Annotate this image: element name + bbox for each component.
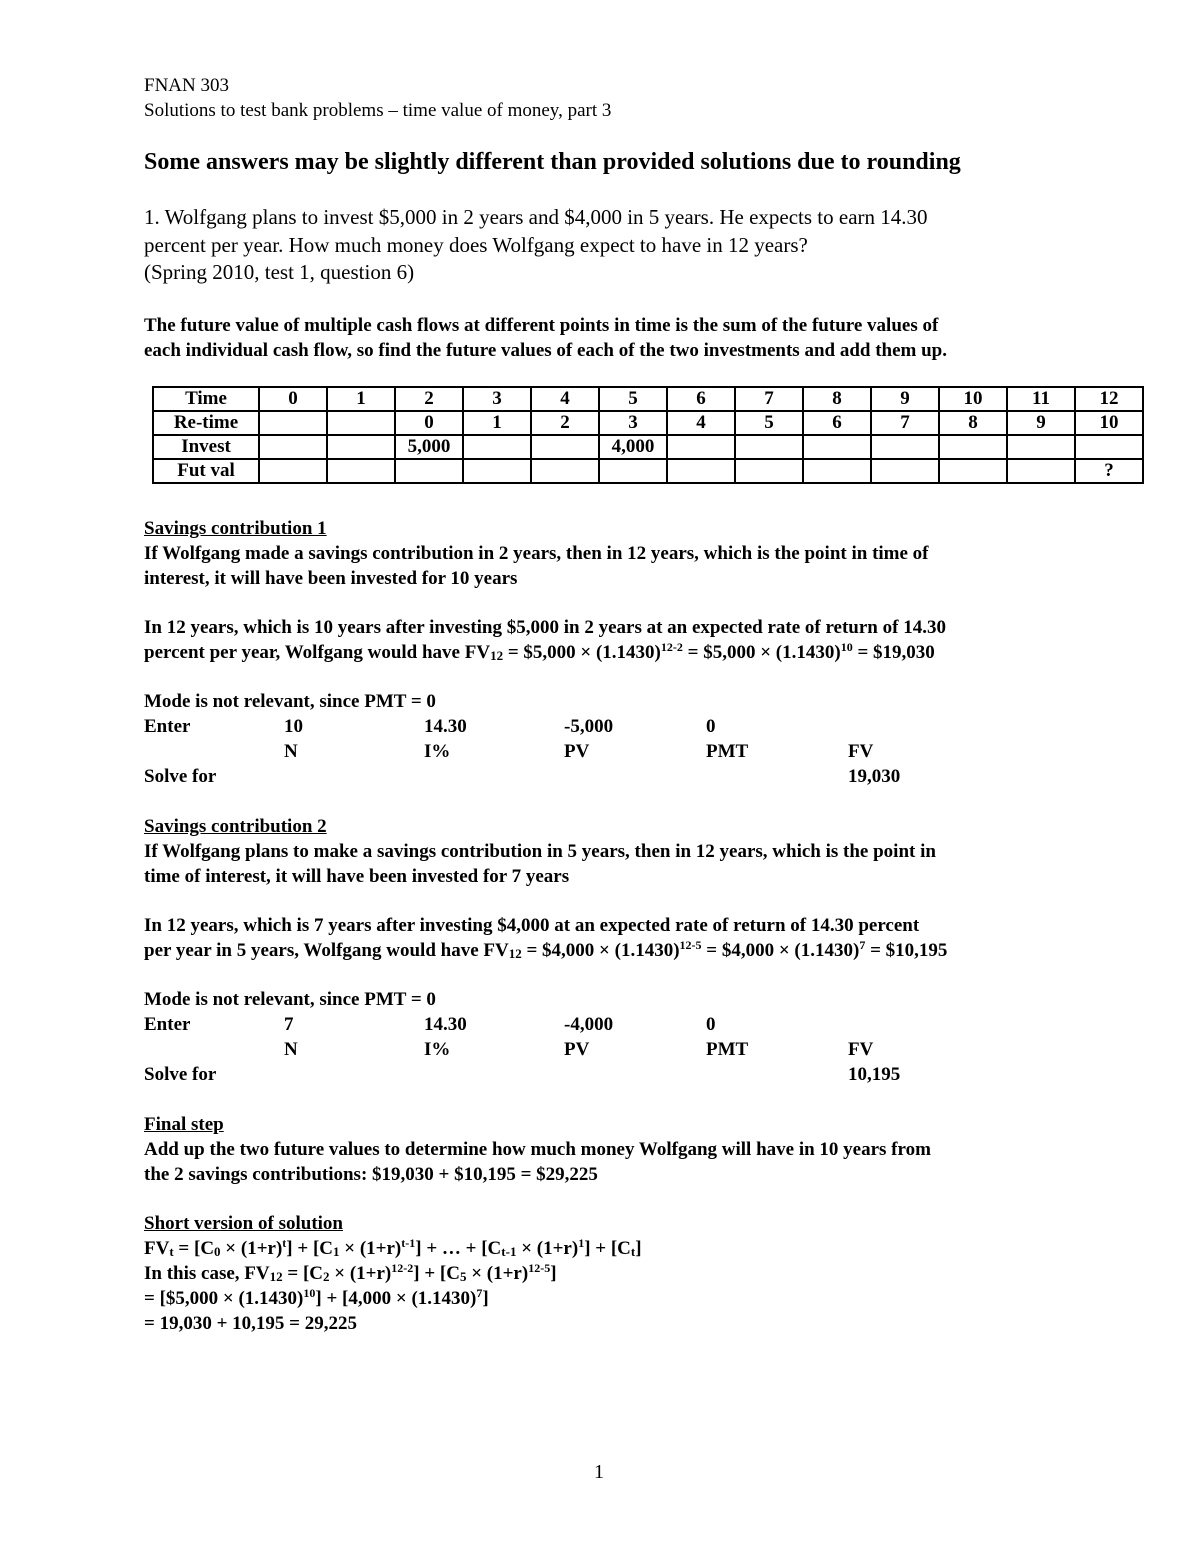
short-version-section [144,1211,1144,1336]
key-i: I% [424,741,451,762]
timeline-cell: 6 [667,387,735,411]
solve-value: 19,030 [848,766,901,787]
question-text [144,204,1104,287]
timeline-cell [871,435,939,459]
timeline-row [153,435,1143,459]
key-i: I% [424,1039,451,1060]
section-heading: Short version of solution [144,1213,343,1234]
timeline-cell [871,459,939,483]
timeline-cell: 1 [327,387,395,411]
calc-formula: per year in 5 years, Wolfgang would have $FV_{12}$ = $4,000 × $(1.1430)^{12-5}$ = $4,000 × $(1.1430)^7$ = $10,195 [144,938,948,961]
timeline-cell: 7 [735,387,803,411]
timeline-cell [463,435,531,459]
timeline-cell: 4 [667,411,735,435]
section-line: the 2 savings contributions: $19,030 + $10,195 = $29,225 [144,1164,598,1185]
timeline-row [153,411,1143,435]
value-i: 14.30 [424,1014,467,1035]
timeline-cell: 9 [871,387,939,411]
contribution-2-section [144,814,1144,889]
document-subtitle: Solutions to test bank problems – time value of money, part 3 [144,100,612,121]
timeline-cell: 12 [1075,387,1143,411]
calc-line: In 12 years, which is 10 years after investing $5,000 in 2 years at an expected rate of return of 14.30 [144,617,946,638]
timeline-cell: 2 [531,411,599,435]
timeline-cell [531,459,599,483]
timeline-cell [735,435,803,459]
mode-note: Mode is not relevant, since PMT = 0 [144,989,436,1010]
timeline-cell [667,435,735,459]
section-heading: Savings contribution 1 [144,518,327,539]
solve-label: Solve for [144,1064,217,1085]
question-line: 1. Wolfgang plans to invest $5,000 in 2 years and $4,000 in 5 years. He expects to earn 14.30 [144,205,928,229]
key-fv: FV [848,1039,874,1060]
timeline-cell: 4,000 [599,435,667,459]
value-pmt: 0 [706,1014,716,1035]
calculator-entry-2 [144,987,1044,1087]
value-pmt: 0 [706,716,716,737]
value-i: 14.30 [424,716,467,737]
key-pmt: PMT [706,741,749,762]
course-code: FNAN 303 [144,75,229,96]
section-heading: Final step [144,1114,224,1135]
timeline-cell: 8 [803,387,871,411]
timeline-cell: 4 [531,387,599,411]
timeline-cell [667,459,735,483]
page-number: 1 [594,1461,604,1483]
section-line: Add up the two future values to determine how much money Wolfgang will have in 10 years from [144,1139,931,1160]
value-pv: -5,000 [564,716,614,737]
section-heading: Savings contribution 2 [144,816,327,837]
rounding-notice-heading: Some answers may be slightly different than provided solutions due to rounding [144,149,961,175]
timeline-cell: 11 [1007,387,1075,411]
key-pv: PV [564,741,590,762]
enter-label: Enter [144,1014,191,1035]
timeline-cell: 10 [939,387,1007,411]
timeline-row-label: Invest [153,435,259,459]
timeline-cell [259,411,327,435]
section-line: time of interest, it will have been invested for 7 years [144,866,570,887]
intro-line: The future value of multiple cash flows at different points in time is the sum of the future values of [144,315,939,336]
value-n: 7 [284,1014,294,1035]
timeline-cell [395,459,463,483]
timeline-cell [1007,435,1075,459]
intro-line: each individual cash flow, so find the future values of each of the two investments and add them up. [144,340,948,361]
timeline-cell: ? [1075,459,1143,483]
key-fv: FV [848,741,874,762]
enter-label: Enter [144,716,191,737]
timeline-cell: 9 [1007,411,1075,435]
mode-note: Mode is not relevant, since PMT = 0 [144,691,436,712]
calc-formula: percent per year, Wolfgang would have $FV_{12}$ = $5,000 × $(1.1430)^{12-2}$ = $5,000 × $(1.1430)^{10}$ = $19,030 [144,640,935,663]
final-result: = 19,030 + 10,195 = 29,225 [144,1313,357,1334]
timeline-cell: 0 [395,411,463,435]
timeline-cell [1075,435,1143,459]
solve-value: 10,195 [848,1064,901,1085]
timeline-cell [939,435,1007,459]
timeline-cell [259,459,327,483]
section-line: If Wolfgang made a savings contribution in 2 years, then in 12 years, which is the point in time of [144,543,929,564]
timeline-cell [531,435,599,459]
timeline-row-label: Re-time [153,411,259,435]
calc-line: In 12 years, which is 7 years after investing $4,000 at an expected rate of return of 14.30 percent [144,915,920,936]
timeline-row [153,459,1143,483]
numeric-formula: = [$5,000 × $(1.1430)^{10}] + [4,000 \times (1.1430)^7]$ [144,1286,489,1309]
timeline-cell [1007,459,1075,483]
key-n: N [284,1039,298,1060]
final-step-section [144,1112,1144,1187]
timeline-cell: 3 [599,411,667,435]
timeline-cell [735,459,803,483]
timeline-cell: 5 [735,411,803,435]
timeline-cell [327,459,395,483]
case-formula: In this case, $FV_{12} = [C_2 \times (1+r)^{12-2}] + [C_5 \times (1+r)^{12-5}]$ [144,1261,557,1284]
timeline-cell [327,411,395,435]
timeline-row-label: Fut val [153,459,259,483]
question-source: (Spring 2010, test 1, question 6) [144,260,415,284]
timeline-cell: 2 [395,387,463,411]
timeline-row [153,387,1143,411]
intro-explanation [144,313,1144,363]
section-line: If Wolfgang plans to make a savings contribution in 5 years, then in 12 years, which is the point in [144,841,936,862]
solve-label: Solve for [144,766,217,787]
value-pv: -4,000 [564,1014,614,1035]
timeline-cell: 3 [463,387,531,411]
timeline-cell [599,459,667,483]
calculator-entry-1 [144,689,1044,789]
timeline-cell: 8 [939,411,1007,435]
timeline-cell: 5 [599,387,667,411]
timeline-cell [803,459,871,483]
timeline-cell: 1 [463,411,531,435]
timeline-cell [327,435,395,459]
timeline-cell: 5,000 [395,435,463,459]
timeline-table [152,386,1144,484]
contribution-1-section [144,516,1144,591]
general-formula: $FV_t = [C_0 \times (1+r)^t] + [C_1 \times (1+r)^{t-1}]$ + … + $[C_{t-1} \times (1+r)^1] + [C_t]$ [144,1236,642,1259]
timeline-row-label: Time [153,387,259,411]
question-line: percent per year. How much money does Wolfgang expect to have in 12 years? [144,232,808,257]
timeline-cell: 0 [259,387,327,411]
timeline-cell: 6 [803,411,871,435]
key-n: N [284,741,298,762]
timeline-cell: 7 [871,411,939,435]
section-line: interest, it will have been invested for 10 years [144,568,518,589]
key-pv: PV [564,1039,590,1060]
contribution-2-calculation [144,913,1144,963]
key-pmt: PMT [706,1039,749,1060]
timeline-cell [463,459,531,483]
contribution-1-calculation [144,615,1144,665]
timeline-cell [939,459,1007,483]
timeline-cell: 10 [1075,411,1143,435]
timeline-cell [803,435,871,459]
value-n: 10 [284,716,303,737]
timeline-cell [259,435,327,459]
